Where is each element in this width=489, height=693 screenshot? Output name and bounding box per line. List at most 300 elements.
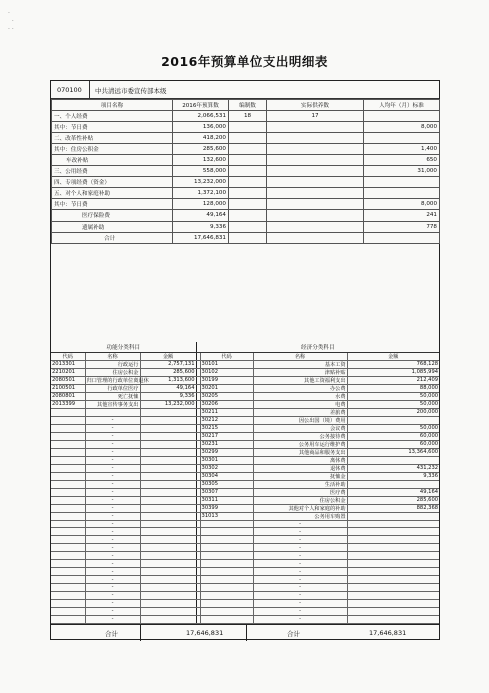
- org-divider: [89, 81, 90, 99]
- func-code: [51, 568, 85, 576]
- classification-row: [51, 520, 439, 528]
- func-code: [51, 544, 85, 552]
- econ-code: 30307: [200, 488, 253, 496]
- summary-item-name: 其中：节日费: [52, 122, 173, 133]
- econ-code: 30311: [200, 496, 253, 504]
- section-header-row: [51, 342, 439, 352]
- func-code: [51, 480, 85, 488]
- classification-row: [51, 528, 439, 536]
- econ-code: 30301: [200, 456, 253, 464]
- func-amount: [140, 544, 196, 552]
- classification-row: [51, 432, 439, 440]
- func-name: -: [85, 488, 140, 496]
- classification-row: [51, 591, 439, 599]
- econ-code: 30212: [200, 416, 253, 424]
- header-per-capita: 人均年（月）标准: [364, 100, 440, 111]
- func-amount: [140, 440, 196, 448]
- summary-actual: [267, 166, 364, 177]
- summary-item-name: 五、对个人和家庭补助: [52, 188, 173, 199]
- econ-name: -: [253, 615, 347, 623]
- econ-name: 水费: [253, 392, 347, 400]
- func-code: [51, 456, 85, 464]
- func-name: -: [85, 416, 140, 424]
- summary-per-capita: 8,000: [364, 122, 440, 133]
- summary-staff: [229, 199, 267, 210]
- func-amount: [140, 456, 196, 464]
- func-amount: 1,313,600: [140, 376, 196, 384]
- summary-actual: [267, 122, 364, 133]
- econ-amount: 882,368: [347, 504, 439, 512]
- summary-per-capita: [364, 177, 440, 188]
- func-code: [51, 496, 85, 504]
- func-amount: [140, 488, 196, 496]
- classification-row: [51, 512, 439, 520]
- summary-actual: [267, 232, 364, 243]
- classification-row: [51, 360, 439, 368]
- econ-code: [200, 520, 253, 528]
- header-staff: 编制数: [229, 100, 267, 111]
- func-amount: [140, 448, 196, 456]
- econ-code: 30205: [200, 392, 253, 400]
- econ-code: 30217: [200, 432, 253, 440]
- summary-staff: [229, 144, 267, 155]
- classification-row: [51, 368, 439, 376]
- summary-row: [52, 133, 440, 144]
- func-amount: [140, 568, 196, 576]
- func-amount: 2,757,131: [140, 360, 196, 368]
- econ-name: -: [253, 591, 347, 599]
- summary-staff: 18: [229, 111, 267, 122]
- func-name: -: [85, 456, 140, 464]
- func-name: -: [85, 552, 140, 560]
- econ-name: 公务用车运行维护费: [253, 440, 347, 448]
- func-amount: [140, 408, 196, 416]
- econ-total-amount: 17,646,831: [369, 629, 407, 637]
- func-code: [51, 432, 85, 440]
- econ-amount: 50,000: [347, 424, 439, 432]
- func-code: 2080501: [51, 376, 85, 384]
- summary-item-name: 其中：节日费: [52, 199, 173, 210]
- econ-code: 30211: [200, 408, 253, 416]
- econ-code: 30199: [200, 376, 253, 384]
- econ-amount: [347, 512, 439, 520]
- classification-row: [51, 440, 439, 448]
- summary-staff: [229, 210, 267, 221]
- func-name-header: 名称: [85, 352, 140, 360]
- econ-amount: 431,232: [347, 464, 439, 472]
- func-section-title: 功能分类科目: [51, 342, 196, 352]
- classification-row: [51, 496, 439, 504]
- econ-code: 31013: [200, 512, 253, 520]
- summary-row: [52, 166, 440, 177]
- func-code: 2013399: [51, 400, 85, 408]
- func-name: 其他宣传事务支出: [85, 400, 140, 408]
- summary-budget: 17,646,831: [173, 232, 229, 243]
- classification-row: [51, 480, 439, 488]
- econ-code: [200, 576, 253, 584]
- econ-amount: [347, 568, 439, 576]
- func-name: -: [85, 615, 140, 623]
- summary-item-name: 其中：住房公积金: [52, 144, 173, 155]
- summary-item-name: 车改补贴: [52, 155, 173, 166]
- classification-row: [51, 416, 439, 424]
- org-code: 070100: [57, 86, 82, 94]
- total-divider: [140, 625, 141, 641]
- summary-row: [52, 188, 440, 199]
- econ-amount: [347, 607, 439, 615]
- func-name: -: [85, 496, 140, 504]
- econ-name: 离休费: [253, 456, 347, 464]
- classification-row: [51, 392, 439, 400]
- summary-actual: [267, 199, 364, 210]
- summary-row: [52, 232, 440, 243]
- summary-row: [52, 111, 440, 122]
- classification-row: [51, 615, 439, 623]
- classification-row: [51, 408, 439, 416]
- func-code-header: 代码: [51, 352, 85, 360]
- econ-code: [200, 584, 253, 592]
- econ-amount: [347, 544, 439, 552]
- econ-code: 30101: [200, 360, 253, 368]
- summary-budget: 418,200: [173, 133, 229, 144]
- econ-name: -: [253, 536, 347, 544]
- classification-row: [51, 376, 439, 384]
- func-amount: [140, 552, 196, 560]
- summary-budget: 9,336: [173, 221, 229, 232]
- econ-name: -: [253, 520, 347, 528]
- classification-row: [51, 464, 439, 472]
- func-amount: [140, 615, 196, 623]
- func-code: [51, 536, 85, 544]
- func-name: -: [85, 448, 140, 456]
- summary-staff: [229, 221, 267, 232]
- classification-table: [51, 342, 439, 624]
- func-code: [51, 504, 85, 512]
- grand-total-row: [51, 624, 439, 640]
- summary-item-name: 二、改革性补贴: [52, 133, 173, 144]
- econ-code: 30231: [200, 440, 253, 448]
- func-name: -: [85, 599, 140, 607]
- func-amount: [140, 591, 196, 599]
- func-name: -: [85, 464, 140, 472]
- summary-budget: 2,066,531: [173, 111, 229, 122]
- econ-name: -: [253, 599, 347, 607]
- econ-name: 住房公积金: [253, 496, 347, 504]
- func-name: -: [85, 528, 140, 536]
- func-amount: [140, 504, 196, 512]
- func-amount: [140, 416, 196, 424]
- summary-per-capita: [364, 188, 440, 199]
- econ-name: 公务接待费: [253, 432, 347, 440]
- econ-amount: 285,600: [347, 496, 439, 504]
- econ-code: 30305: [200, 480, 253, 488]
- classification-row: [51, 536, 439, 544]
- summary-row: [52, 122, 440, 133]
- column-header-row: [51, 352, 439, 360]
- func-code: [51, 424, 85, 432]
- summary-row: [52, 144, 440, 155]
- func-name: -: [85, 424, 140, 432]
- econ-amount: 1,085,994: [347, 368, 439, 376]
- func-name: -: [85, 584, 140, 592]
- summary-item-name: 遗属补助: [52, 221, 173, 232]
- econ-amount: [347, 584, 439, 592]
- summary-per-capita: 31,000: [364, 166, 440, 177]
- summary-actual: [267, 155, 364, 166]
- func-code: [51, 464, 85, 472]
- econ-amount: 212,409: [347, 376, 439, 384]
- summary-per-capita: 241: [364, 210, 440, 221]
- summary-actual: [267, 144, 364, 155]
- summary-row: [52, 155, 440, 166]
- summary-staff: [229, 133, 267, 144]
- summary-budget: 136,000: [173, 122, 229, 133]
- classification-row: [51, 384, 439, 392]
- func-amount: [140, 424, 196, 432]
- func-code: [51, 512, 85, 520]
- classification-row: [51, 400, 439, 408]
- summary-per-capita: [364, 232, 440, 243]
- summary-item-name: 合计: [52, 232, 173, 243]
- econ-amount: [347, 591, 439, 599]
- func-code: 2100501: [51, 384, 85, 392]
- summary-staff: [229, 188, 267, 199]
- econ-amount: 200,000: [347, 408, 439, 416]
- econ-code-header: 代码: [200, 352, 253, 360]
- org-row: [51, 81, 439, 99]
- econ-name: 退休费: [253, 464, 347, 472]
- func-code: [51, 488, 85, 496]
- summary-per-capita: 1,400: [364, 144, 440, 155]
- func-amount-header: 金额: [140, 352, 196, 360]
- header-budget: 2016年预算数: [173, 100, 229, 111]
- summary-header-row: [52, 100, 440, 111]
- classification-row: [51, 599, 439, 607]
- econ-section-title: 经济分类科目: [196, 342, 439, 352]
- summary-actual: [267, 188, 364, 199]
- econ-amount: [347, 615, 439, 623]
- func-code: [51, 591, 85, 599]
- econ-amount: [347, 599, 439, 607]
- econ-amount: [347, 480, 439, 488]
- econ-code: 30299: [200, 448, 253, 456]
- func-name: -: [85, 512, 140, 520]
- econ-code: 30206: [200, 400, 253, 408]
- summary-item-name: 三、公用经费: [52, 166, 173, 177]
- econ-name: 医疗费: [253, 488, 347, 496]
- func-name: -: [85, 480, 140, 488]
- func-code: [51, 599, 85, 607]
- econ-code: [200, 607, 253, 615]
- func-code: [51, 472, 85, 480]
- func-amount: [140, 432, 196, 440]
- func-amount: [140, 520, 196, 528]
- header-item: 项目名称: [52, 100, 173, 111]
- func-name: -: [85, 536, 140, 544]
- summary-actual: 17: [267, 111, 364, 122]
- summary-item-name: 医疗保险费: [52, 210, 173, 221]
- econ-name: 其他工资福利支出: [253, 376, 347, 384]
- econ-code: [200, 599, 253, 607]
- classification-row: [51, 552, 439, 560]
- summary-item-name: 一、个人经费: [52, 111, 173, 122]
- econ-name: 办公费: [253, 384, 347, 392]
- classification-row: [51, 568, 439, 576]
- econ-name: 差旅费: [253, 408, 347, 416]
- func-name: -: [85, 576, 140, 584]
- summary-per-capita: [364, 133, 440, 144]
- classification-row: [51, 576, 439, 584]
- scan-specks: · · · ·: [8, 10, 14, 33]
- econ-code: [200, 536, 253, 544]
- func-code: [51, 607, 85, 615]
- summary-per-capita: 8,000: [364, 199, 440, 210]
- econ-name: 会议费: [253, 424, 347, 432]
- econ-code: [200, 615, 253, 623]
- econ-name: 生活补助: [253, 480, 347, 488]
- econ-amount: 60,000: [347, 432, 439, 440]
- func-code: [51, 615, 85, 623]
- func-amount: 285,600: [140, 368, 196, 376]
- econ-name: -: [253, 552, 347, 560]
- summary-staff: [229, 166, 267, 177]
- func-amount: [140, 480, 196, 488]
- econ-amount: 13,364,600: [347, 448, 439, 456]
- summary-row: [52, 199, 440, 210]
- econ-code: [200, 528, 253, 536]
- econ-name: 抚恤金: [253, 472, 347, 480]
- func-name: -: [85, 568, 140, 576]
- summary-budget: 128,000: [173, 199, 229, 210]
- econ-name: -: [253, 576, 347, 584]
- summary-budget: 1,372,100: [173, 188, 229, 199]
- econ-amount: [347, 552, 439, 560]
- classification-row: [51, 448, 439, 456]
- summary-per-capita: 650: [364, 155, 440, 166]
- econ-total-label: 合计: [287, 630, 300, 638]
- summary-budget: 49,164: [173, 210, 229, 221]
- classification-row: [51, 504, 439, 512]
- summary-budget: 132,600: [173, 155, 229, 166]
- func-code: [51, 552, 85, 560]
- econ-code: 30201: [200, 384, 253, 392]
- econ-name: 津贴补贴: [253, 368, 347, 376]
- func-name: -: [85, 560, 140, 568]
- summary-budget: 13,232,000: [173, 177, 229, 188]
- econ-name: 其他商品和服务支出: [253, 448, 347, 456]
- summary-actual: [267, 133, 364, 144]
- summary-budget: 558,000: [173, 166, 229, 177]
- econ-code: [200, 544, 253, 552]
- classification-row: [51, 584, 439, 592]
- func-code: [51, 576, 85, 584]
- econ-name: -: [253, 584, 347, 592]
- summary-actual: [267, 221, 364, 232]
- func-code: 2210201: [51, 368, 85, 376]
- econ-name: 基本工资: [253, 360, 347, 368]
- func-name: 行政运行: [85, 360, 140, 368]
- func-name: -: [85, 520, 140, 528]
- econ-name: 公务用车购置: [253, 512, 347, 520]
- header-actual: 实际供养数: [267, 100, 364, 111]
- func-code: 2013301: [51, 360, 85, 368]
- econ-amount: [347, 536, 439, 544]
- econ-name: 电费: [253, 400, 347, 408]
- econ-name: 其他对个人和家庭的补助: [253, 504, 347, 512]
- func-amount: 9,336: [140, 392, 196, 400]
- econ-amount: 50,000: [347, 400, 439, 408]
- econ-amount-header: 金额: [347, 352, 439, 360]
- econ-name-header: 名称: [253, 352, 347, 360]
- econ-name: -: [253, 560, 347, 568]
- func-amount: [140, 464, 196, 472]
- func-amount: 49,164: [140, 384, 196, 392]
- func-name: -: [85, 544, 140, 552]
- total-midline: [246, 625, 247, 641]
- func-amount: [140, 528, 196, 536]
- econ-amount: 9,336: [347, 472, 439, 480]
- summary-actual: [267, 210, 364, 221]
- econ-code: [200, 552, 253, 560]
- econ-code: 30102: [200, 368, 253, 376]
- econ-amount: [347, 520, 439, 528]
- econ-amount: 49,164: [347, 488, 439, 496]
- econ-code: [200, 591, 253, 599]
- econ-name: -: [253, 544, 347, 552]
- summary-table: [51, 99, 440, 244]
- econ-amount: 60,000: [347, 440, 439, 448]
- classification-row: [51, 456, 439, 464]
- classification-row: [51, 472, 439, 480]
- func-name: [85, 408, 140, 416]
- classification-row: [51, 560, 439, 568]
- func-amount: [140, 584, 196, 592]
- page-title: 2016年预算单位支出明细表: [161, 54, 328, 69]
- econ-amount: 50,000: [347, 392, 439, 400]
- summary-staff: [229, 122, 267, 133]
- summary-staff: [229, 232, 267, 243]
- func-amount: [140, 512, 196, 520]
- func-amount: [140, 472, 196, 480]
- econ-code: 30302: [200, 464, 253, 472]
- func-code: [51, 440, 85, 448]
- econ-amount: 88,000: [347, 384, 439, 392]
- func-name: -: [85, 607, 140, 615]
- func-total-amount: 17,646,831: [186, 629, 224, 637]
- func-code: [51, 416, 85, 424]
- econ-code: 30304: [200, 472, 253, 480]
- func-name: -: [85, 440, 140, 448]
- summary-staff: [229, 177, 267, 188]
- func-name: -: [85, 432, 140, 440]
- econ-name: -: [253, 528, 347, 536]
- summary-per-capita: 778: [364, 221, 440, 232]
- summary-per-capita: [364, 111, 440, 122]
- func-code: 2080801: [51, 392, 85, 400]
- summary-item-name: 四、专项经费（资金）: [52, 177, 173, 188]
- classification-row: [51, 607, 439, 615]
- func-name: -: [85, 472, 140, 480]
- func-name: 死亡抚恤: [85, 392, 140, 400]
- func-amount: [140, 496, 196, 504]
- func-code: [51, 560, 85, 568]
- summary-row: [52, 177, 440, 188]
- func-code: [51, 408, 85, 416]
- econ-amount: [347, 560, 439, 568]
- func-code: [51, 520, 85, 528]
- summary-actual: [267, 177, 364, 188]
- func-code: [51, 448, 85, 456]
